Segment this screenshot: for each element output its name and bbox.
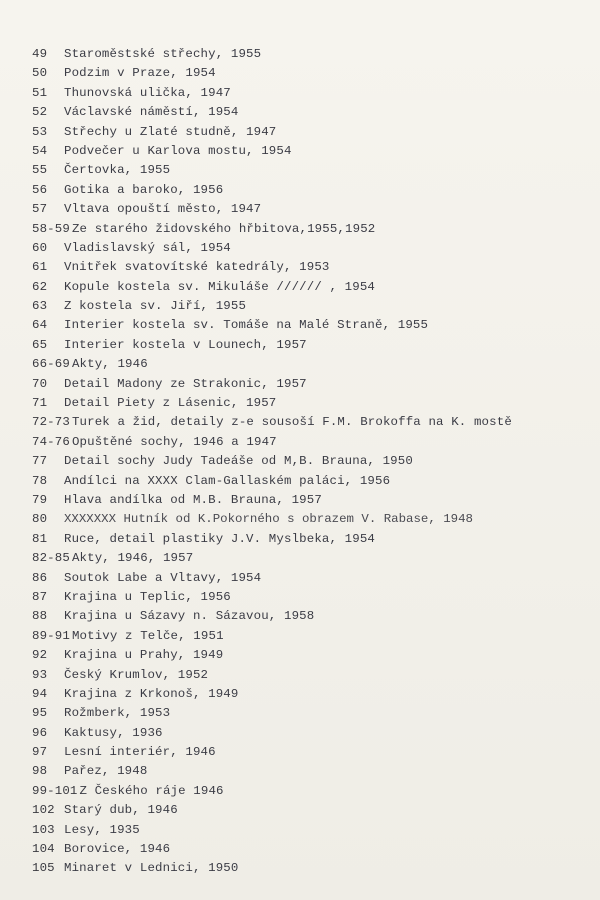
- list-item: [32, 472, 580, 491]
- catalog-list: [32, 45, 580, 879]
- item-number: 65: [32, 337, 48, 352]
- item-number: 87: [32, 589, 48, 604]
- list-item: [32, 840, 580, 859]
- item-title: Ze starého židovského hřbitova,1955,1952: [71, 221, 376, 236]
- item-number: 97: [32, 745, 48, 760]
- list-item: [32, 743, 580, 762]
- item-number: 66-69: [32, 357, 70, 372]
- list-item: [32, 491, 580, 510]
- list-item: [32, 355, 580, 374]
- item-title: Krajina z Krkonoš, 1949: [64, 686, 239, 701]
- list-item: [32, 103, 580, 122]
- item-title: Lesy, 1935: [64, 822, 140, 837]
- list-item: [32, 782, 580, 801]
- item-title: Ruce, detail plastiky J.V. Myslbeka, 1954: [64, 531, 376, 546]
- list-item: [32, 45, 580, 64]
- list-item: [32, 161, 580, 180]
- list-item: [32, 220, 580, 239]
- item-number: 82-85: [32, 551, 70, 566]
- item-title: Interier kostela sv. Tomáše na Malé Straně, 1955: [64, 318, 429, 333]
- list-item: [32, 258, 580, 277]
- item-title: Krajina u Prahy, 1949: [64, 648, 224, 663]
- item-title: Kaktusy, 1936: [64, 725, 163, 740]
- item-number: 56: [32, 182, 48, 197]
- item-number: 63: [32, 299, 48, 314]
- item-title: Staroměstské střechy, 1955: [64, 47, 262, 61]
- list-item: [32, 685, 580, 704]
- item-number: 80: [32, 512, 48, 527]
- item-number: 58-59: [32, 221, 70, 236]
- item-number: 98: [32, 764, 48, 779]
- item-number: 72-73: [32, 415, 70, 430]
- item-number: 96: [32, 725, 48, 740]
- item-title: Andílci na XXXX Clam-Gallaském paláci, 1956: [64, 473, 391, 488]
- list-item: [32, 239, 580, 258]
- item-title: Z Českého ráje 1946: [79, 783, 224, 798]
- list-item: [32, 530, 580, 549]
- item-title: Kopule kostela sv. Mikuláše ////// , 1954: [64, 279, 376, 294]
- item-number: 55: [32, 163, 48, 178]
- item-title: Motivy z Telče, 1951: [71, 628, 224, 643]
- list-item: [32, 821, 580, 840]
- item-number: 105: [32, 861, 55, 876]
- item-number: 81: [32, 531, 48, 546]
- item-title: Z kostela sv. Jiří, 1955: [64, 299, 247, 314]
- list-item: [32, 64, 580, 83]
- item-number: 102: [32, 803, 55, 818]
- item-title: Detail sochy Judy Tadeáše od M,B. Brauna, 1950: [64, 454, 413, 469]
- item-number: 93: [32, 667, 48, 682]
- list-item: [32, 394, 580, 413]
- item-title: Turek a žid, detaily z-e sousoší F.M. Brokoffa na K. mostě: [71, 415, 512, 430]
- item-number: 61: [32, 260, 48, 275]
- item-title: Vladislavský sál, 1954: [64, 240, 231, 255]
- item-title: Střechy u Zlaté studně, 1947: [64, 124, 277, 139]
- item-number: 57: [32, 202, 48, 217]
- item-title: Václavské náměstí, 1954: [64, 105, 239, 120]
- item-title: Gotika a baroko, 1956: [64, 182, 224, 197]
- list-item: [32, 801, 580, 820]
- list-item: [32, 316, 580, 335]
- item-title: Detail Piety z Lásenic, 1957: [64, 396, 277, 411]
- list-item: [32, 142, 580, 161]
- item-number: 89-91: [32, 628, 70, 643]
- item-title: Starý dub, 1946: [64, 803, 178, 818]
- item-title: Borovice, 1946: [64, 842, 171, 857]
- item-number: 54: [32, 143, 48, 158]
- list-item: [32, 433, 580, 452]
- list-item: [32, 569, 580, 588]
- list-item: [32, 452, 580, 471]
- item-title: XXXXXXX Hutník od K.Pokorného s obrazem V. Rabase, 1948: [64, 512, 473, 527]
- item-number: 53: [32, 124, 48, 139]
- item-number: 74-76: [32, 434, 70, 449]
- item-title: Krajina u Sázavy n. Sázavou, 1958: [64, 609, 315, 624]
- list-item: [32, 123, 580, 142]
- list-item: [32, 278, 580, 297]
- item-title: Podvečer u Karlova mostu, 1954: [64, 143, 292, 158]
- item-title: Thunovská ulička, 1947: [64, 85, 231, 100]
- list-item: [32, 413, 580, 432]
- list-item: [32, 375, 580, 394]
- item-title: Interier kostela v Lounech, 1957: [64, 337, 307, 352]
- item-number: 104: [32, 842, 55, 857]
- item-title: Krajina u Teplic, 1956: [64, 589, 231, 604]
- list-item: [32, 607, 580, 626]
- item-number: 99-101: [32, 783, 78, 798]
- item-title: Čertovka, 1955: [64, 163, 171, 178]
- item-number: 71: [32, 396, 48, 411]
- item-number: 52: [32, 105, 48, 120]
- item-title: Opuštěné sochy, 1946 a 1947: [71, 434, 277, 449]
- list-item: [32, 549, 580, 568]
- list-item: [32, 859, 580, 878]
- item-number: 79: [32, 492, 48, 507]
- item-number: 86: [32, 570, 48, 585]
- item-number: 62: [32, 279, 48, 294]
- item-number: 64: [32, 318, 48, 333]
- item-number: 70: [32, 376, 48, 391]
- list-item: [32, 336, 580, 355]
- list-item: [32, 181, 580, 200]
- list-item: [32, 724, 580, 743]
- item-title: Akty, 1946: [71, 357, 148, 372]
- list-item: [32, 646, 580, 665]
- item-number: 77: [32, 454, 48, 469]
- item-title: Vltava opouští město, 1947: [64, 202, 262, 217]
- item-title: Český Krumlov, 1952: [64, 667, 209, 682]
- item-title: Lesní interiér, 1946: [64, 745, 216, 760]
- item-number: 92: [32, 648, 48, 663]
- item-number: 103: [32, 822, 55, 837]
- item-number: 60: [32, 240, 48, 255]
- list-item: [32, 297, 580, 316]
- list-item: [32, 627, 580, 646]
- item-title: Podzim v Praze, 1954: [64, 66, 216, 81]
- item-title: Rožmberk, 1953: [64, 706, 171, 721]
- item-title: Akty, 1946, 1957: [71, 551, 194, 566]
- item-title: Detail Madony ze Strakonic, 1957: [64, 376, 307, 391]
- item-title: Hlava andílka od M.B. Brauna, 1957: [64, 492, 322, 507]
- list-item: [32, 666, 580, 685]
- item-title: Pařez, 1948: [64, 764, 148, 779]
- list-item: [32, 510, 580, 529]
- item-number: 49: [32, 47, 48, 61]
- item-number: 95: [32, 706, 48, 721]
- item-number: 50: [32, 66, 48, 81]
- item-number: 94: [32, 686, 48, 701]
- list-item: [32, 704, 580, 723]
- list-item: [32, 200, 580, 219]
- list-item: [32, 762, 580, 781]
- item-title: Minaret v Lednici, 1950: [64, 861, 239, 876]
- item-number: 78: [32, 473, 48, 488]
- item-title: Vnitřek svatovítské katedrály, 1953: [64, 260, 330, 275]
- list-item: [32, 588, 580, 607]
- item-number: 88: [32, 609, 48, 624]
- list-item: [32, 84, 580, 103]
- item-number: 51: [32, 85, 48, 100]
- item-title: Soutok Labe a Vltavy, 1954: [64, 570, 262, 585]
